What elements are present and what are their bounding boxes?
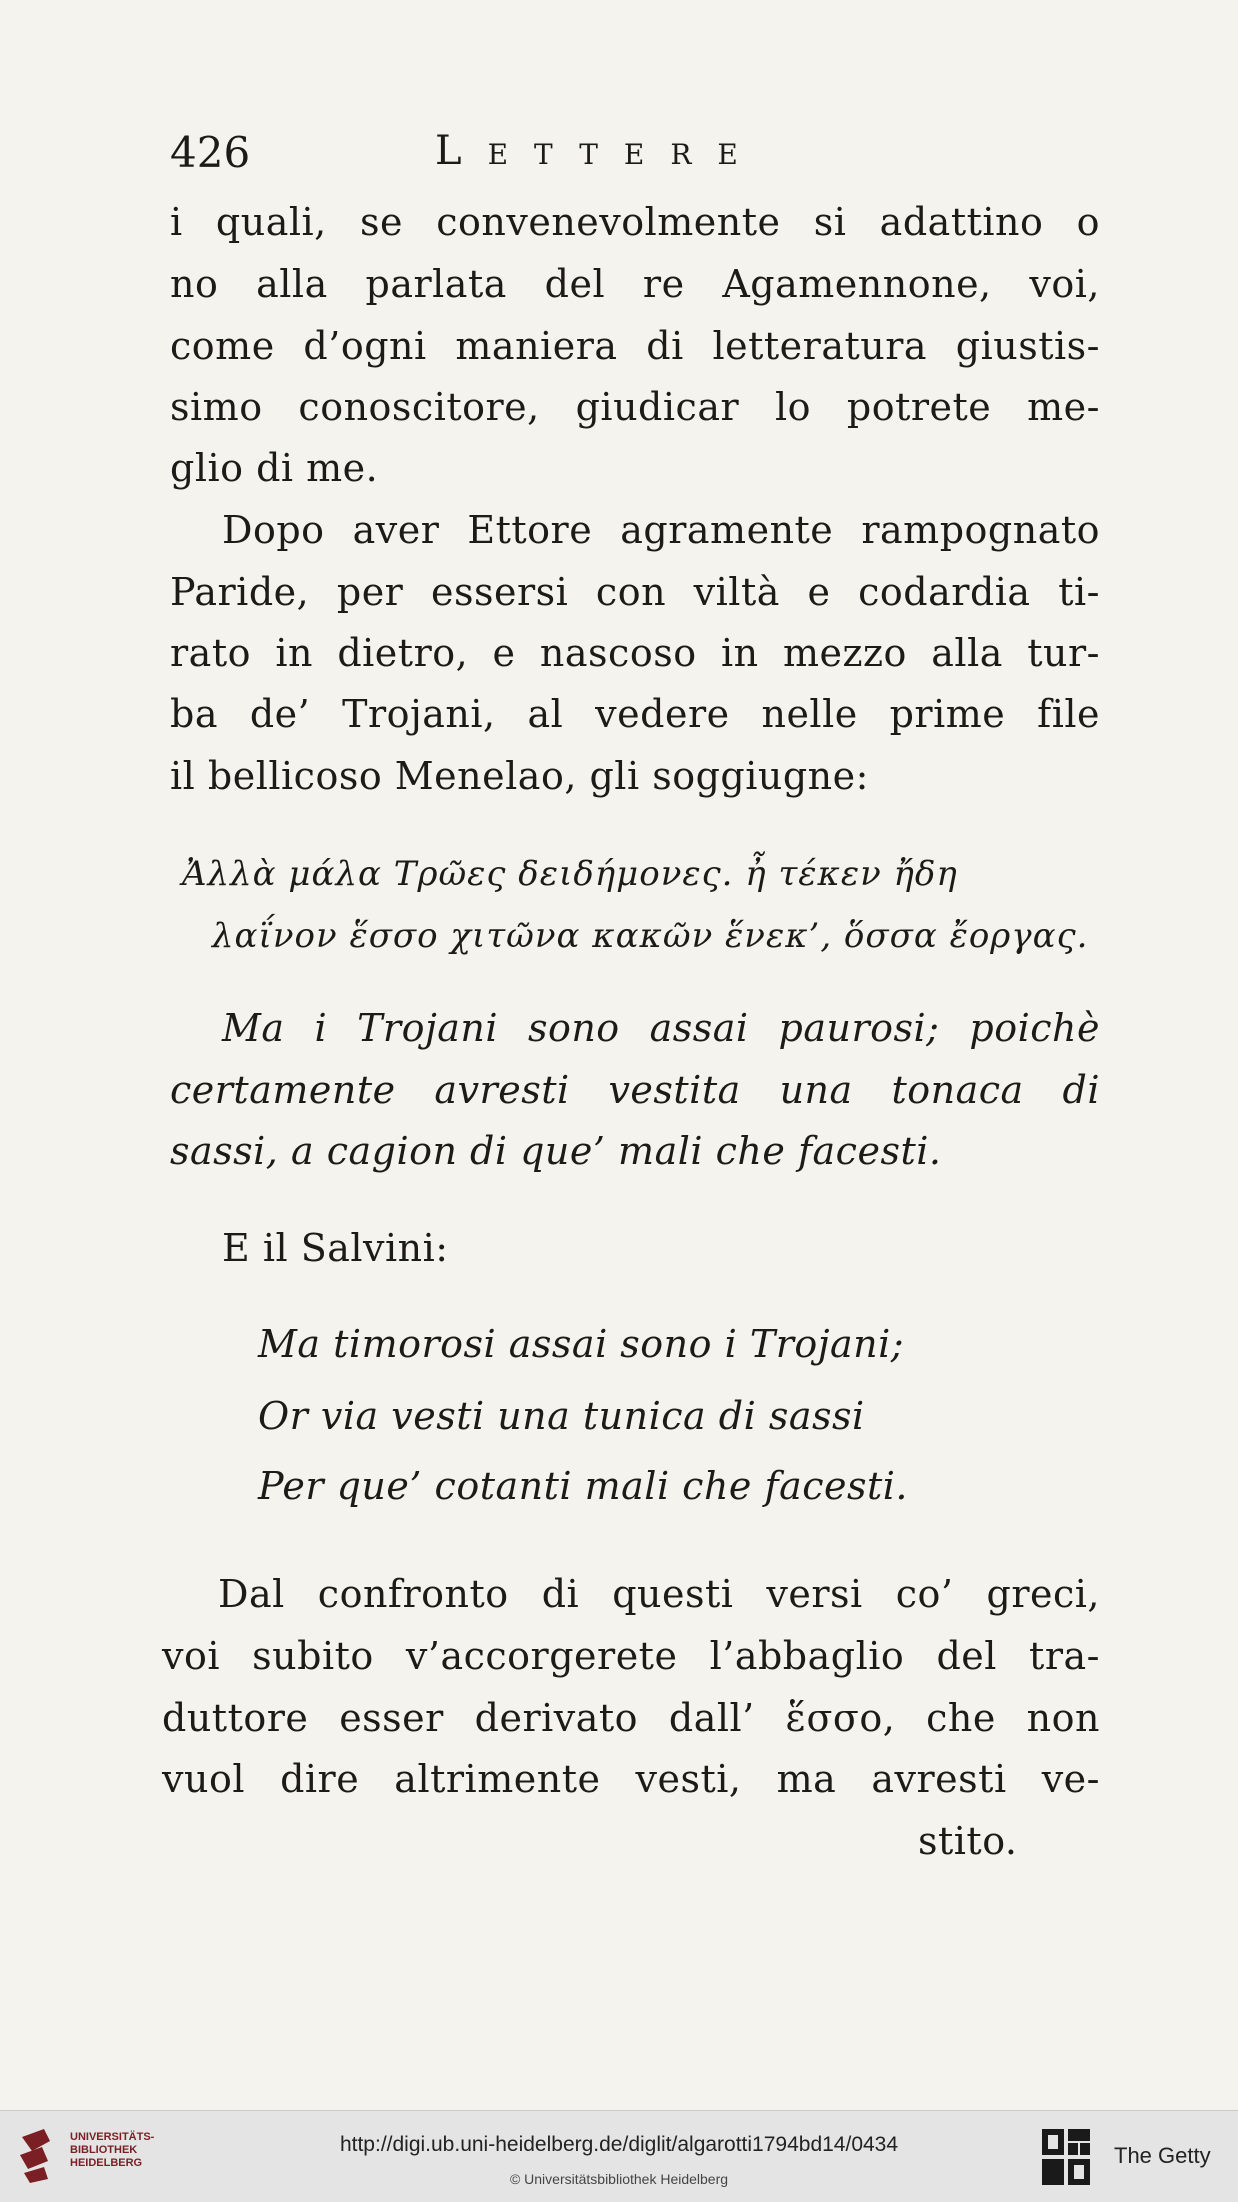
text-line: simo conoscitore, giudicar lo potrete me- xyxy=(170,385,1100,429)
verse-line: Per que’ cotanti mali che facesti. xyxy=(258,1464,908,1508)
text-line: Dal confronto di questi versi co’ greci, xyxy=(218,1572,1100,1616)
salvini-intro: E il Salvini: xyxy=(222,1226,449,1270)
text-line: Ma i Trojani sono assai paurosi; poichè xyxy=(222,1006,1100,1050)
text-line: sassi, a cagion di que’ mali che facesti. xyxy=(170,1129,942,1173)
library-name-line: HEIDELBERG xyxy=(70,2157,143,2169)
text-line: rato in dietro, e nascoso in mezzo alla tur- xyxy=(170,631,1100,675)
text-line: voi subito v’accorgerete l’abbaglio del tra- xyxy=(162,1634,1100,1678)
text-line: stito. xyxy=(918,1819,1018,1863)
text-line: no alla parlata del re Agamennone, voi, xyxy=(170,262,1100,306)
text-line: Paride, per essersi con viltà e codardia ti- xyxy=(170,570,1100,614)
text-line: i quali, se convenevolmente si adattino o xyxy=(170,200,1100,244)
copyright-notice: © Universitätsbibliothek Heidelberg xyxy=(509,2171,729,2187)
running-head: Lettere xyxy=(435,128,764,174)
page-number: 426 xyxy=(170,128,251,177)
greek-line: Ἀλλὰ μάλα Τρῶες δειδήμονες. ἦ τέκεν ἤδη xyxy=(182,854,958,894)
text-line: vuol dire altrimente vesti, ma avresti ve- xyxy=(162,1757,1100,1801)
getty-logo xyxy=(1042,2129,1092,2185)
text-line: glio di me. xyxy=(170,446,379,490)
text-line: il bellicoso Menelao, gli soggiugne: xyxy=(170,754,869,798)
page-header xyxy=(170,128,890,184)
getty-label: The Getty xyxy=(1114,2143,1211,2168)
verse-line: Ma timorosi assai sono i Trojani; xyxy=(258,1322,905,1366)
text-line: certamente avresti vestita una tonaca di xyxy=(170,1068,1100,1112)
library-name-line: BIBLIOTHEK xyxy=(70,2144,138,2156)
library-name-line: UNIVERSITÄTS- xyxy=(70,2131,155,2143)
text-line: Dopo aver Ettore agramente rampognato xyxy=(222,508,1100,552)
permalink-url[interactable]: http://digi.ub.uni-heidelberg.de/diglit/algarotti1794bd14/0434 xyxy=(339,2133,899,2156)
text-line: come d’ogni maniera di letteratura giustis- xyxy=(170,324,1100,368)
verse-line: Or via vesti una tunica di sassi xyxy=(258,1394,865,1438)
greek-line: λαΐνον ἕσσο χιτῶνα κακῶν ἕνεκ’, ὅσσα ἔοργας. xyxy=(212,916,1089,956)
text-line: ba de’ Trojani, al vedere nelle prime file xyxy=(170,692,1100,736)
viewer-footer xyxy=(0,2110,1238,2202)
text-line: duttore esser derivato dall’ ἕσσο, che non xyxy=(162,1696,1100,1740)
